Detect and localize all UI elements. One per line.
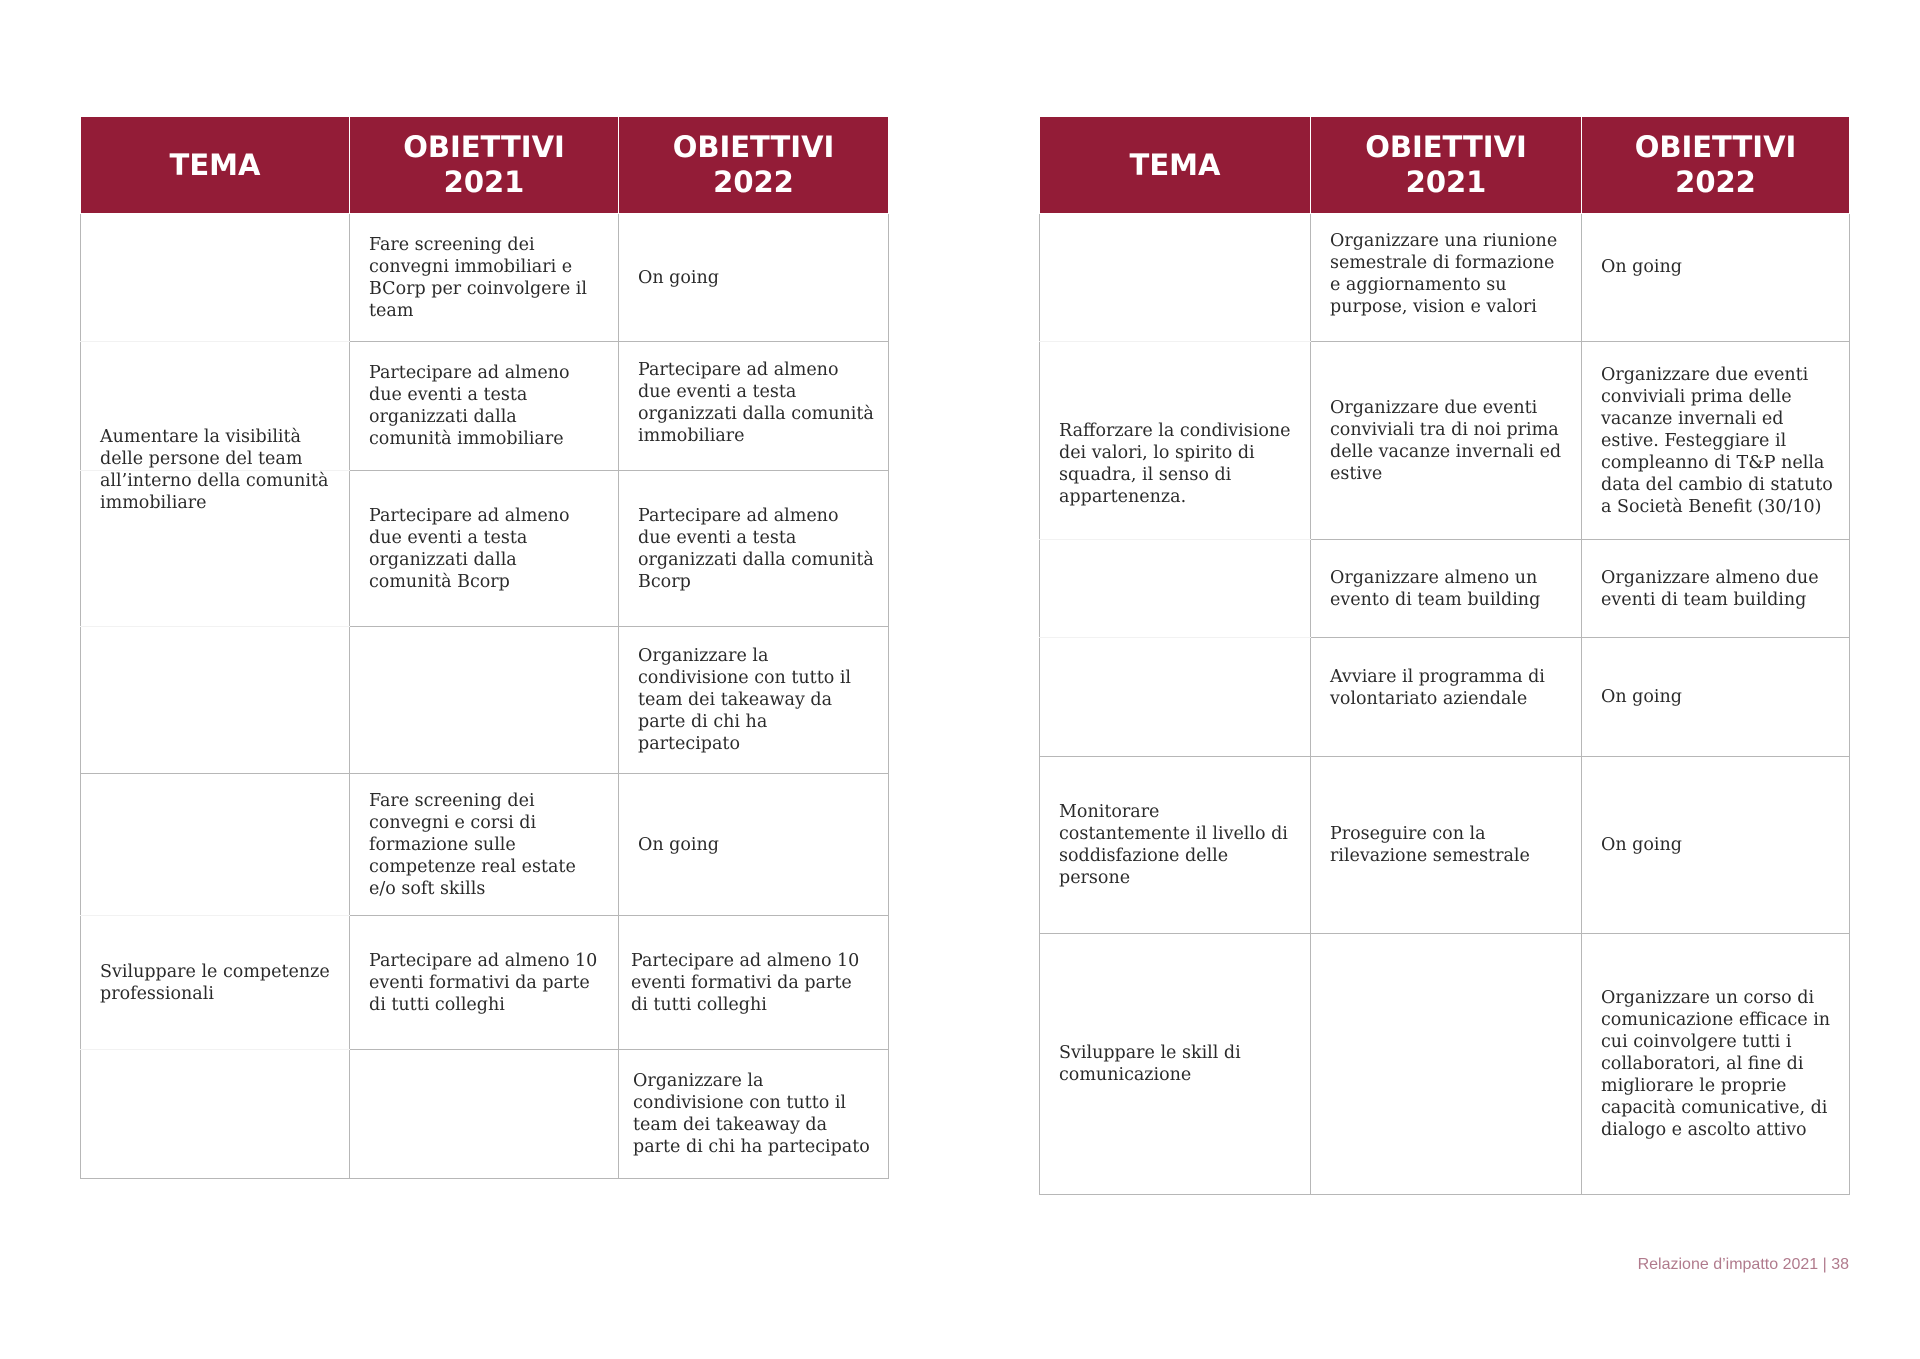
obiettivo-2022-cell: Partecipare ad almeno 10 eventi formativi da parte di tutti colleghi — [619, 916, 889, 1050]
obiettivo-2022-cell: Partecipare ad almeno due eventi a testa organizzati dalla comunità Bcorp — [619, 471, 889, 627]
table-row — [1040, 934, 1850, 1195]
table-row — [81, 627, 889, 774]
obiettivo-2022-cell: Partecipare ad almeno due eventi a testa organizzati dalla comunità immobiliare — [619, 342, 889, 471]
table-row — [81, 916, 889, 1050]
obiettivo-2021-cell: Organizzare almeno un evento di team building — [1311, 540, 1582, 638]
table-row — [1040, 638, 1850, 757]
tema-cell — [81, 1050, 350, 1179]
tema-cell — [81, 214, 350, 342]
header-tema: TEMA — [1040, 117, 1311, 214]
table-row — [1040, 342, 1850, 540]
obiettivo-2022-cell: Organizzare un corso di comunicazione efficace in cui coinvolgere tutti i collaboratori, al fine di migliorare le proprie capacità comunicative, di dialogo e ascolto attivo — [1582, 934, 1850, 1195]
header-tema: TEMA — [81, 117, 350, 214]
obiettivo-2022-cell: Organizzare almeno due eventi di team building — [1582, 540, 1850, 638]
table-row — [1040, 540, 1850, 638]
obiettivo-2021-cell: Organizzare una riunione semestrale di formazione e aggiornamento su purpose, vision e valori — [1311, 214, 1582, 342]
obiettivo-2021-cell: Fare screening dei convegni e corsi di formazione sulle competenze real estate e/o soft skills — [350, 774, 619, 916]
obiettivo-2021-cell: Partecipare ad almeno 10 eventi formativi da parte di tutti colleghi — [350, 916, 619, 1050]
obiettivo-2021-cell: Partecipare ad almeno due eventi a testa organizzati dalla comunità Bcorp — [350, 471, 619, 627]
table-header-row — [1040, 117, 1850, 214]
tema-cell: Monitorare costantemente il livello di soddisfazione delle persone — [1040, 757, 1311, 934]
obiettivo-2021-cell — [1311, 934, 1582, 1195]
table-header-row — [81, 117, 889, 214]
table-row — [1040, 757, 1850, 934]
objectives-table-right — [1039, 116, 1850, 1195]
obiettivo-2022-cell: Organizzare due eventi conviviali prima delle vacanze invernali ed estive. Festeggiare il compleanno di T&P nella data del cambio di statuto a Società Benefit (30/10) — [1582, 342, 1850, 540]
obiettivo-2021-cell: Avviare il programma di volontariato aziendale — [1311, 638, 1582, 757]
tema-cell — [1040, 540, 1311, 638]
obiettivo-2021-cell: Proseguire con la rilevazione semestrale — [1311, 757, 1582, 934]
tema-cell — [1040, 638, 1311, 757]
tema-cell: Sviluppare le competenze professionali — [81, 916, 350, 1050]
tema-cell: Aumentare la visibilità delle persone del team all’interno della comunità immobiliare — [81, 426, 350, 582]
obiettivo-2022-cell: On going — [1582, 638, 1850, 757]
table-row — [81, 1050, 889, 1179]
tema-cell: Rafforzare la condivisione dei valori, lo spirito di squadra, il senso di appartenenza. — [1040, 342, 1311, 540]
obiettivo-2022-cell: On going — [619, 774, 889, 916]
table-row — [1040, 214, 1850, 342]
obiettivo-2021-cell: Organizzare due eventi conviviali tra di noi prima delle vacanze invernali ed estive — [1311, 342, 1582, 540]
tema-cell — [81, 774, 350, 916]
obiettivo-2022-cell: On going — [1582, 214, 1850, 342]
table-row — [81, 471, 889, 627]
tema-cell — [1040, 214, 1311, 342]
table-row — [81, 774, 889, 916]
header-obiettivi-2021: OBIETTIVI 2021 — [1311, 117, 1582, 214]
obiettivo-2022-cell: On going — [619, 214, 889, 342]
table-row — [81, 214, 889, 342]
header-obiettivi-2022: OBIETTIVI 2022 — [619, 117, 889, 214]
obiettivo-2021-cell — [350, 1050, 619, 1179]
header-obiettivi-2021: OBIETTIVI 2021 — [350, 117, 619, 214]
obiettivo-2022-cell: Organizzare la condivisione con tutto il team dei takeaway da parte di chi ha partecipato — [619, 627, 889, 774]
tema-cell: Sviluppare le skill di comunicazione — [1040, 934, 1311, 1195]
header-obiettivi-2022: OBIETTIVI 2022 — [1582, 117, 1850, 214]
obiettivo-2022-cell: On going — [1582, 757, 1850, 934]
obiettivo-2021-cell: Fare screening dei convegni immobiliari e BCorp per coinvolgere il team — [350, 214, 619, 342]
page-footer: Relazione d’impatto 2021 | 38 — [1637, 1256, 1849, 1273]
obiettivo-2021-cell — [350, 627, 619, 774]
obiettivo-2022-cell: Organizzare la condivisione con tutto il team dei takeaway da parte di chi ha partecipato — [619, 1050, 889, 1179]
objectives-table-left — [80, 116, 889, 1179]
tema-cell — [81, 627, 350, 774]
obiettivo-2021-cell: Partecipare ad almeno due eventi a testa organizzati dalla comunità immobiliare — [350, 342, 619, 471]
